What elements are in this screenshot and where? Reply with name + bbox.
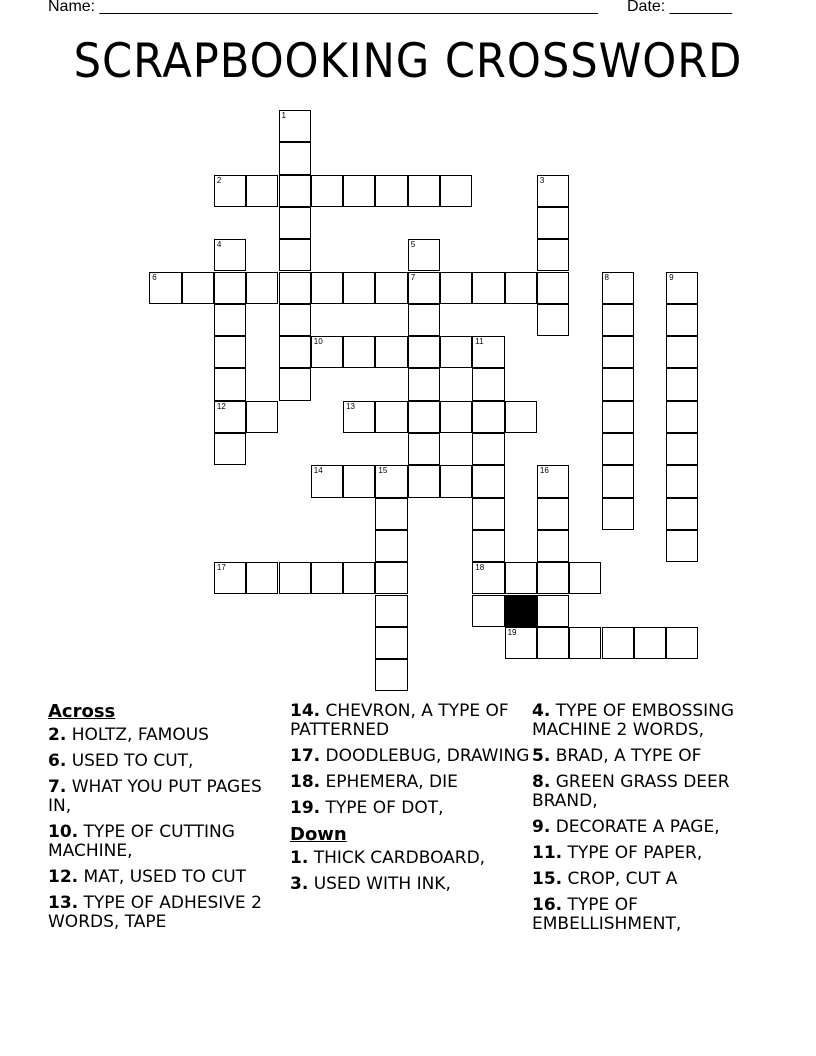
- grid-cell[interactable]: [440, 401, 472, 433]
- grid-cell[interactable]: [472, 498, 504, 530]
- clue-number: 6: [152, 272, 157, 282]
- grid-cell[interactable]: [408, 465, 440, 497]
- clue-number: 9: [669, 272, 674, 282]
- grid-cell[interactable]: [343, 175, 375, 207]
- grid-cell[interactable]: [375, 562, 407, 594]
- down-heading: Down: [290, 824, 347, 845]
- clue-number-label: 18.: [290, 772, 321, 792]
- clue-item: [48, 778, 288, 816]
- grid-cell[interactable]: [214, 562, 246, 594]
- grid-cell[interactable]: [472, 465, 504, 497]
- clue-number-label: 5.: [532, 746, 551, 766]
- clue-text: HOLTZ, FAMOUS: [66, 725, 209, 745]
- grid-cell[interactable]: [537, 498, 569, 530]
- clue-text: BRAD, A TYPE OF: [550, 746, 702, 766]
- clue-number: 11: [475, 337, 484, 347]
- clue-number: 12: [216, 401, 226, 411]
- grid-cell[interactable]: [246, 272, 278, 304]
- grid-cell[interactable]: [505, 272, 537, 304]
- clue-text: TYPE OF CUTTING MACHINE,: [48, 822, 235, 861]
- clues-column-1: [48, 702, 288, 939]
- grid-cell[interactable]: [343, 336, 375, 368]
- grid-cell[interactable]: [472, 433, 504, 465]
- grid-cell[interactable]: [214, 239, 246, 271]
- grid-cell[interactable]: [472, 336, 504, 368]
- clue-text: USED WITH INK,: [308, 874, 451, 894]
- grid-cell[interactable]: [375, 401, 407, 433]
- grid-cell[interactable]: [602, 401, 634, 433]
- grid-cell[interactable]: [602, 433, 634, 465]
- grid-cell[interactable]: [472, 368, 504, 400]
- clue-text: EPHEMERA, DIE: [320, 772, 458, 792]
- clue-item: [48, 894, 288, 932]
- grid-cell[interactable]: [246, 401, 278, 433]
- grid-cell[interactable]: [537, 595, 569, 627]
- clue-text: TYPE OF PAPER,: [562, 843, 703, 863]
- clue-number-label: 2.: [48, 725, 67, 745]
- grid-cell[interactable]: [311, 562, 343, 594]
- grid-cell[interactable]: [537, 207, 569, 239]
- grid-cell[interactable]: [343, 272, 375, 304]
- grid-cell[interactable]: [279, 110, 311, 142]
- clue-text: TYPE OF EMBELLISHMENT,: [532, 895, 682, 934]
- clue-number: 8: [604, 272, 609, 282]
- grid-cell[interactable]: [408, 272, 440, 304]
- grid-cell[interactable]: [375, 465, 407, 497]
- grid-cell[interactable]: [505, 627, 537, 659]
- clue-item: [532, 747, 762, 766]
- clue-text: CROP, CUT A: [562, 869, 678, 889]
- grid-cell[interactable]: [537, 530, 569, 562]
- grid-cell[interactable]: [537, 304, 569, 336]
- grid-cell[interactable]: [279, 562, 311, 594]
- clue-item: [290, 849, 530, 868]
- grid-cell[interactable]: [279, 207, 311, 239]
- clue-item: [532, 844, 762, 863]
- grid-cell[interactable]: [602, 498, 634, 530]
- clue-item: [532, 896, 762, 934]
- clue-number: 19: [507, 627, 517, 637]
- grid-cell[interactable]: [440, 336, 472, 368]
- grid-cell[interactable]: [408, 304, 440, 336]
- clue-number-label: 13.: [48, 893, 79, 913]
- clue-item: [48, 752, 288, 771]
- clue-number: 7: [410, 272, 416, 282]
- grid-cell[interactable]: [408, 433, 440, 465]
- grid-cell[interactable]: [440, 272, 472, 304]
- grid-cell[interactable]: [246, 562, 278, 594]
- clue-number: 17: [216, 563, 226, 573]
- grid-cell[interactable]: [440, 465, 472, 497]
- clue-number-label: 4.: [532, 701, 551, 721]
- across-heading: Across: [48, 701, 116, 722]
- clue-number-label: 12.: [48, 867, 79, 887]
- grid-cell[interactable]: [279, 142, 311, 174]
- grid-cell[interactable]: [375, 595, 407, 627]
- clue-item: [48, 868, 288, 887]
- grid-cell[interactable]: [311, 336, 343, 368]
- grid-cell[interactable]: [311, 272, 343, 304]
- grid-cell[interactable]: [343, 465, 375, 497]
- clue-item: [532, 773, 762, 811]
- grid-cell[interactable]: [666, 627, 698, 659]
- grid-cell[interactable]: [569, 562, 601, 594]
- clue-text: THICK CARDBOARD,: [308, 848, 486, 868]
- grid-cell[interactable]: [505, 562, 537, 594]
- clue-number-label: 10.: [48, 822, 79, 842]
- grid-cell[interactable]: [311, 465, 343, 497]
- grid-cell[interactable]: [279, 368, 311, 400]
- clue-item: [532, 870, 762, 889]
- clue-number-label: 1.: [290, 848, 309, 868]
- clue-number: 15: [378, 466, 388, 476]
- clue-item: [290, 773, 530, 792]
- grid-cell[interactable]: [666, 401, 698, 433]
- clue-item: [532, 818, 762, 837]
- clue-item: [48, 726, 288, 745]
- grid-cell[interactable]: [214, 433, 246, 465]
- clue-number-label: 8.: [532, 772, 551, 792]
- grid-cell[interactable]: [666, 433, 698, 465]
- clue-number-label: 7.: [48, 777, 67, 797]
- clue-item: [48, 823, 288, 861]
- grid-cell[interactable]: [214, 368, 246, 400]
- grid-cell[interactable]: [375, 336, 407, 368]
- grid-cell[interactable]: [149, 272, 181, 304]
- grid-cell[interactable]: [408, 175, 440, 207]
- grid-cell[interactable]: [279, 304, 311, 336]
- clue-text: TYPE OF ADHESIVE 2 WORDS, TAPE: [48, 893, 262, 932]
- grid-cell[interactable]: [214, 401, 246, 433]
- clue-number-label: 9.: [532, 817, 551, 837]
- clue-number: 16: [539, 466, 549, 476]
- grid-cell[interactable]: [505, 401, 537, 433]
- clue-text: TYPE OF EMBOSSING MACHINE 2 WORDS,: [532, 701, 735, 740]
- clue-number: 10: [313, 337, 323, 347]
- grid-cell[interactable]: [408, 368, 440, 400]
- clue-number-label: 19.: [290, 798, 321, 818]
- clue-item: [532, 702, 762, 740]
- clue-number: 4: [216, 240, 222, 250]
- grid-cell[interactable]: [375, 530, 407, 562]
- clue-text: GREEN GRASS DEER BRAND,: [532, 772, 730, 811]
- clue-text: DECORATE A PAGE,: [550, 817, 720, 837]
- grid-cell[interactable]: [375, 272, 407, 304]
- grid-cell[interactable]: [279, 239, 311, 271]
- grid-cell[interactable]: [666, 336, 698, 368]
- grid-cell[interactable]: [634, 627, 666, 659]
- grid-cell[interactable]: [408, 401, 440, 433]
- grid-cell[interactable]: [602, 627, 634, 659]
- clue-item: [290, 875, 530, 894]
- grid-cell[interactable]: [666, 498, 698, 530]
- clue-text: USED TO CUT,: [66, 751, 194, 771]
- grid-cell[interactable]: [537, 465, 569, 497]
- grid-cell[interactable]: [279, 272, 311, 304]
- grid-cell[interactable]: [375, 627, 407, 659]
- clue-number: 18: [475, 563, 485, 573]
- grid-cell[interactable]: [408, 239, 440, 271]
- grid-cell[interactable]: [279, 175, 311, 207]
- grid-cell[interactable]: [537, 627, 569, 659]
- grid-cell[interactable]: [408, 336, 440, 368]
- clue-item: [290, 702, 530, 740]
- grid-cell[interactable]: [602, 465, 634, 497]
- page-title: SCRAPBOOKING CROSSWORD: [73, 34, 743, 89]
- grid-cell[interactable]: [246, 175, 278, 207]
- grid-cell[interactable]: [472, 530, 504, 562]
- grid-cell[interactable]: [375, 498, 407, 530]
- clue-number: 2: [216, 175, 222, 185]
- clue-number-label: 14.: [290, 701, 321, 721]
- grid-cell[interactable]: [602, 272, 634, 304]
- clue-item: [290, 799, 530, 818]
- black-cell: [505, 595, 537, 627]
- clues-column-2: [290, 702, 530, 901]
- grid-cell[interactable]: [666, 272, 698, 304]
- grid-cell[interactable]: [375, 659, 407, 691]
- grid-cell[interactable]: [537, 272, 569, 304]
- clue-number-label: 11.: [532, 843, 563, 863]
- grid-cell[interactable]: [214, 304, 246, 336]
- grid-cell[interactable]: [472, 562, 504, 594]
- clue-number: 5: [410, 240, 416, 250]
- grid-cell[interactable]: [537, 175, 569, 207]
- clue-number-label: 15.: [532, 869, 563, 889]
- grid-cell[interactable]: [440, 175, 472, 207]
- clue-text: TYPE OF DOT,: [320, 798, 444, 818]
- grid-cell[interactable]: [214, 336, 246, 368]
- grid-cell[interactable]: [311, 175, 343, 207]
- clue-text: MAT, USED TO CUT: [78, 867, 247, 887]
- clues-column-3: [532, 702, 762, 941]
- clue-number: 3: [539, 175, 545, 185]
- clue-item: [290, 747, 530, 766]
- clue-text: DOODLEBUG, DRAWING: [320, 746, 530, 766]
- grid-cell[interactable]: [537, 239, 569, 271]
- clue-number: 14: [313, 466, 323, 476]
- grid-cell[interactable]: [537, 562, 569, 594]
- grid-cell[interactable]: [343, 562, 375, 594]
- clue-number-label: 17.: [290, 746, 321, 766]
- grid-cell[interactable]: [214, 175, 246, 207]
- name-field: Name: ________________________________________________________: [48, 0, 598, 15]
- clue-number-label: 16.: [532, 895, 563, 915]
- grid-cell[interactable]: [602, 304, 634, 336]
- grid-cell[interactable]: [666, 465, 698, 497]
- grid-cell[interactable]: [569, 627, 601, 659]
- grid-cell[interactable]: [602, 336, 634, 368]
- clue-text: WHAT YOU PUT PAGES IN,: [48, 777, 262, 816]
- grid-cell[interactable]: [472, 595, 504, 627]
- grid-cell[interactable]: [472, 272, 504, 304]
- grid-cell[interactable]: [214, 272, 246, 304]
- clue-number-label: 6.: [48, 751, 67, 771]
- date-field: Date: _______: [627, 0, 732, 15]
- clue-number: 13: [346, 401, 355, 411]
- clue-number-label: 3.: [290, 874, 309, 894]
- grid-cell[interactable]: [666, 530, 698, 562]
- grid-cell[interactable]: [602, 368, 634, 400]
- grid-cell[interactable]: [666, 368, 698, 400]
- clue-text: CHEVRON, A TYPE OF PATTERNED: [290, 701, 509, 740]
- grid-cell[interactable]: [343, 401, 375, 433]
- grid-cell[interactable]: [279, 336, 311, 368]
- grid-cell[interactable]: [182, 272, 214, 304]
- grid-cell[interactable]: [375, 175, 407, 207]
- clue-number: 1: [281, 111, 286, 120]
- grid-cell[interactable]: [666, 304, 698, 336]
- grid-cell[interactable]: [472, 401, 504, 433]
